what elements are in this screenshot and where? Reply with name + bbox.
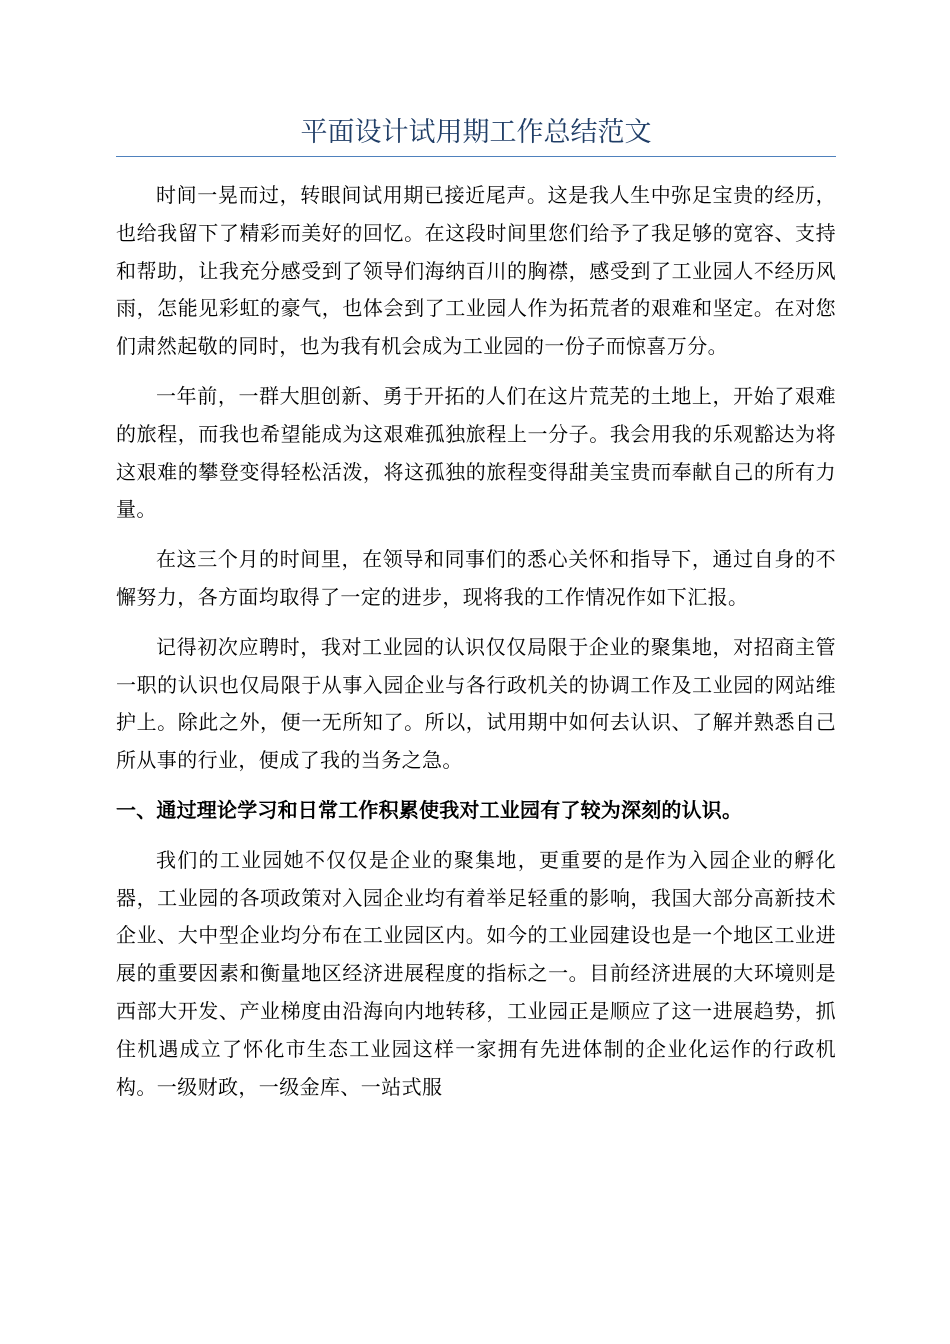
paragraph: 我们的工业园她不仅仅是企业的聚集地，更重要的是作为入园企业的孵化器，工业园的各项政策对入园企业均有着举足轻重的影响，我国大部分高新技术企业、大中型企业均分布在工业园区内。如今的工业园建设也是一个地区工业进展的重要因素和衡量地区经济进展程度的指标之一。目前经济进展的大环境则是西部大开发、产业梯度由沿海向内地转移，工业园正是顺应了这一进展趋势，抓住机遇成立了怀化市生态工业园这样一家拥有先进体制的企业化运作的行政机构。一级财政，一级金库、一站式服 — [116, 847, 836, 1099]
paragraph: 一年前，一群大胆创新、勇于开拓的人们在这片荒芜的土地上，开始了艰难的旅程，而我也希望能成为这艰难孤独旅程上一分子。我会用我的乐观豁达为将这艰难的攀登变得轻松活泼，将这孤独的旅程变得甜美宝贵而奉献自己的所有力量。 — [116, 383, 836, 522]
paragraph: 在这三个月的时间里，在领导和同事们的悉心关怀和指导下，通过自身的不懈努力，各方面均取得了一定的进步，现将我的工作情况作如下汇报。 — [116, 547, 836, 609]
document-title: 平面设计试用期工作总结范文 — [116, 114, 836, 157]
paragraph: 记得初次应聘时，我对工业园的认识仅仅局限于企业的聚集地，对招商主管一职的认识也仅局限于从事入园企业与各行政机关的协调工作及工业园的网站维护上。除此之外，便一无所知了。所以，试用期中如何去认识、了解并熟悉自己所从事的行业，便成了我的当务之急。 — [116, 634, 836, 773]
section-heading: 一、通过理论学习和日常工作积累使我对工业园有了较为深刻的认识。 — [116, 797, 743, 822]
paragraph: 时间一晃而过，转眼间试用期已接近尾声。这是我人生中弥足宝贵的经历，也给我留下了精彩而美好的回忆。在这段时间里您们给予了我足够的宽容、支持和帮助，让我充分感受到了领导们海纳百川的胸襟，感受到了工业园人不经历风雨，怎能见彩虹的豪气，也体会到了工业园人作为拓荒者的艰难和坚定。在对您们肃然起敬的同时，也为我有机会成为工业园的一份子而惊喜万分。 — [116, 183, 836, 359]
document-body — [116, 177, 836, 1106]
document-page — [116, 0, 836, 1344]
